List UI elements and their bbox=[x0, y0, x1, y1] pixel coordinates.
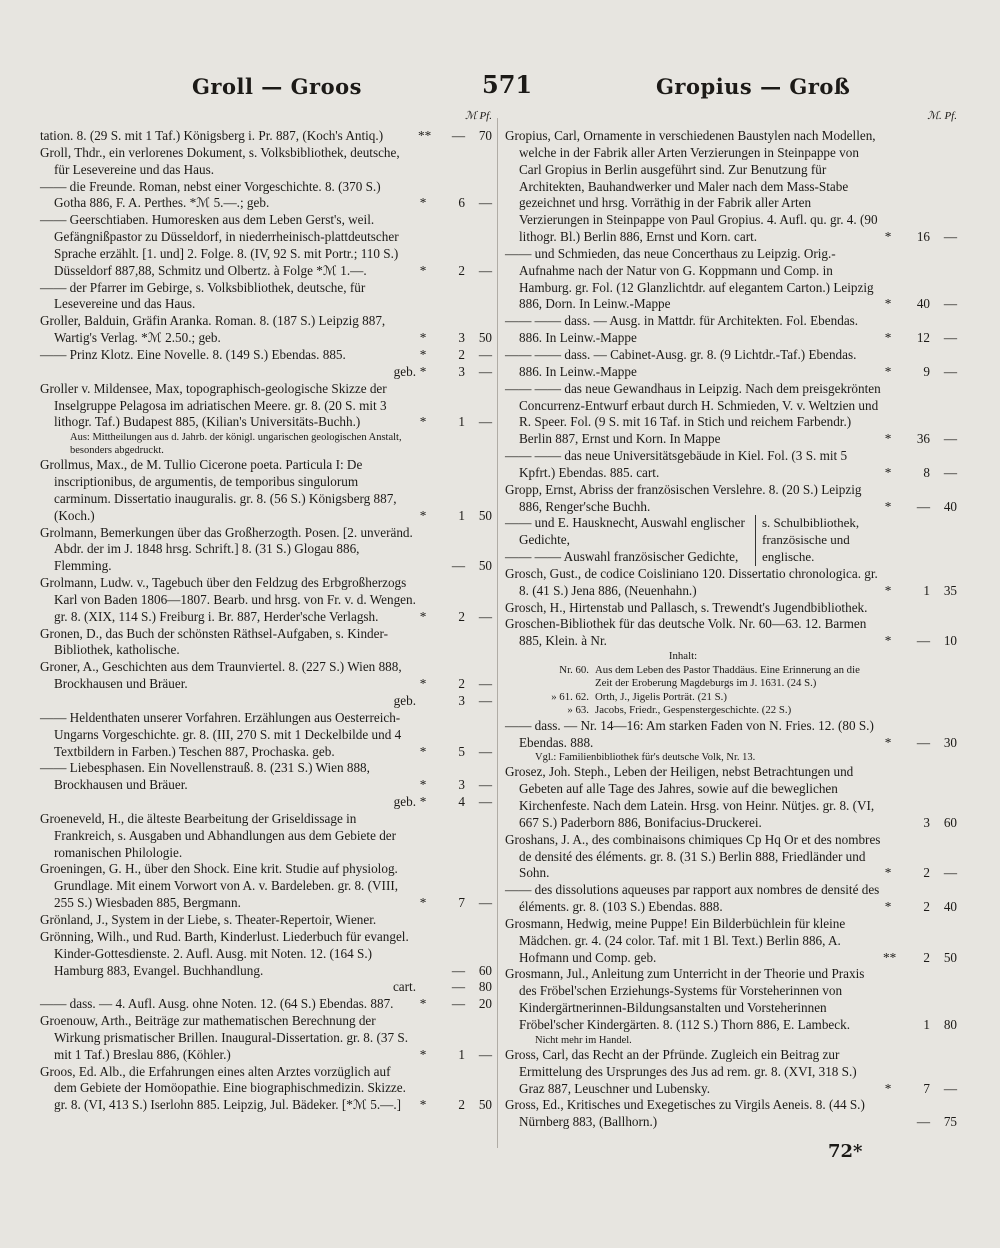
price-pfennig: — bbox=[943, 330, 957, 346]
catalog-entry bbox=[505, 832, 957, 883]
price-unit-label: ℳ. Pf. bbox=[927, 110, 957, 122]
contents-row bbox=[529, 691, 877, 705]
price-pfennig: 35 bbox=[943, 582, 957, 598]
left-column bbox=[40, 112, 492, 1114]
catalog-entry bbox=[40, 979, 492, 996]
page-number: 571 bbox=[482, 70, 533, 99]
price-unit-header bbox=[505, 112, 957, 128]
contents-text: Jacobs, Friedr., Gespenstergeschichte. (22 S.) bbox=[595, 704, 792, 717]
price-star: * bbox=[884, 1080, 892, 1096]
entry-note: Aus: Mittheilungen aus d. Jahrb. der königl. ungarischen geologischen Anstalt, besonders abgedruckt. bbox=[70, 432, 402, 457]
price-pfennig: 70 bbox=[478, 128, 492, 143]
right-column bbox=[505, 112, 957, 1131]
price-pfennig: 80 bbox=[943, 1017, 957, 1032]
entry-text: —— —— das neue Gewandhaus in Leipzig. Nach dem preisgekrönten Concurrenz-Entwurf erbaut durch H. Schmieden, V. v. Weltzien und R. Speer. Fol. (9 S. mit 16 Taf. in Stich und reichem Farbendr.) Berlin 887, Ernst und Korn. In Mappe bbox=[505, 380, 881, 447]
price-mark: 2 bbox=[923, 865, 930, 881]
catalog-entry bbox=[40, 280, 492, 314]
entry-text: geb. bbox=[393, 693, 416, 708]
entry-price bbox=[883, 296, 957, 313]
price-pfennig: — bbox=[943, 296, 957, 312]
price-pfennig: 50 bbox=[478, 1097, 492, 1113]
price-mark: 3 bbox=[458, 330, 465, 346]
contents-number: » 63. bbox=[567, 704, 589, 717]
price-mark: 2 bbox=[458, 676, 465, 692]
entry-price bbox=[883, 815, 957, 832]
price-mark: 2 bbox=[923, 949, 930, 965]
entry-text: —— dass. — Nr. 14—16: Am starken Faden von N. Fries. 12. (80 S.) Ebendas. 888. bbox=[505, 717, 874, 750]
entry-price bbox=[883, 499, 957, 516]
catalog-entry bbox=[40, 929, 492, 980]
price-pfennig: — bbox=[478, 608, 492, 624]
price-pfennig: — bbox=[478, 794, 492, 810]
catalog-entry bbox=[40, 710, 492, 761]
price-pfennig: — bbox=[943, 1080, 957, 1096]
catalog-entry bbox=[505, 448, 957, 482]
entry-price bbox=[883, 633, 957, 650]
catalog-entry bbox=[40, 364, 492, 381]
price-star: * bbox=[419, 507, 427, 523]
entry-text: Groschen-Bibliothek für das deutsche Volk. Nr. 60—63. 12. Barmen 885, Klein. à Nr. bbox=[505, 616, 867, 649]
price-star: * bbox=[884, 431, 892, 447]
price-pfennig: 30 bbox=[943, 734, 957, 750]
entry-price bbox=[418, 609, 492, 626]
price-mark: — bbox=[451, 558, 465, 574]
entry-price bbox=[883, 330, 957, 347]
price-star: * bbox=[884, 363, 892, 379]
entry-price bbox=[883, 899, 957, 916]
entry-price bbox=[418, 414, 492, 431]
entry-price bbox=[418, 744, 492, 761]
price-pfennig: 80 bbox=[478, 979, 492, 995]
price-star: * bbox=[419, 743, 427, 759]
price-mark: 1 bbox=[458, 414, 465, 430]
entry-text: —— —— dass. — Ausg. in Mattdr. für Architekten. Fol. Ebendas. 886. In Leinw.-Mappe bbox=[505, 313, 859, 346]
price-mark: 5 bbox=[458, 743, 465, 759]
entry-text: cart. bbox=[392, 979, 416, 995]
entry-text: Gross, Carl, das Recht an der Pfründe. Zugleich ein Beitrag zur Ermittelung des Ursprunges des Jus ad rem. gr. 8. (XVI, 318 S.) Graz 887, Leuschner und Lubensky. bbox=[505, 1046, 857, 1096]
price-pfennig: 40 bbox=[943, 899, 957, 915]
catalog-entry bbox=[40, 525, 492, 576]
price-mark: 3 bbox=[458, 363, 465, 379]
entry-price bbox=[418, 693, 492, 710]
catalog-entry bbox=[505, 347, 957, 381]
catalog-entry bbox=[505, 313, 957, 347]
price-mark: 3 bbox=[458, 693, 465, 708]
entry-text: —— —— dass. — Cabinet-Ausg. gr. 8. (9 Lichtdr.-Taf.) Ebendas. 886. In Leinw.-Mappe bbox=[505, 346, 857, 379]
entry-text: Groeningen, G. H., über den Shock. Eine krit. Studie auf physiolog. Grundlage. Mit einem Vorwort von A. v. Bardeleben. gr. 8. (VIII, 255 S.) Wiesbaden 885, Bergmann. bbox=[40, 861, 399, 911]
entry-price bbox=[418, 794, 492, 811]
price-star: * bbox=[884, 464, 892, 480]
entry-text: Groshans, J. A., des combinaisons chimiques Cp Hq Or et des nombres de densité des éléments. gr. 8. (31 S.) Berlin 888, Friedländer und Sohn. bbox=[505, 831, 881, 881]
price-mark: 36 bbox=[916, 431, 930, 447]
catalog-entry bbox=[505, 882, 957, 916]
contents-number: Nr. 60. bbox=[559, 663, 589, 676]
catalog-entry bbox=[505, 600, 957, 617]
catalog-entry bbox=[505, 1097, 957, 1131]
catalog-entry bbox=[40, 347, 492, 364]
contents-text: Aus dem Leben des Pastor Thaddäus. Eine Erinnerung an die Zeit der Eroberung Magdeburgs im J. 1631. (24 S.) bbox=[595, 663, 860, 690]
catalog-entry bbox=[40, 1064, 492, 1115]
price-mark: 40 bbox=[916, 296, 930, 312]
price-star: * bbox=[419, 1046, 427, 1062]
entry-text: —— dass. — 4. Aufl. Ausg. ohne Noten. 12. (64 S.) Ebendas. 887. bbox=[40, 996, 394, 1012]
price-pfennig: — bbox=[943, 363, 957, 379]
column-divider bbox=[497, 118, 498, 1148]
price-unit-header bbox=[40, 112, 492, 128]
catalog-entry bbox=[505, 246, 957, 313]
entry-price bbox=[883, 583, 957, 600]
price-pfennig: — bbox=[478, 895, 492, 911]
price-mark: 3 bbox=[458, 777, 465, 793]
price-mark: 12 bbox=[916, 330, 930, 346]
price-pfennig: 50 bbox=[478, 507, 492, 523]
price-star: * bbox=[419, 346, 427, 362]
entry-text: —— des dissolutions aqueuses par rapport aux nombres de densité des éléments. gr. 8. (103 S.) Ebendas. 888. bbox=[505, 882, 880, 915]
price-mark: 1 bbox=[458, 507, 465, 523]
catalog-entry bbox=[505, 718, 957, 752]
price-pfennig: — bbox=[478, 346, 492, 362]
price-pfennig: — bbox=[478, 1046, 492, 1062]
price-pfennig: — bbox=[478, 262, 492, 278]
price-mark: — bbox=[916, 1114, 930, 1130]
catalog-entry bbox=[40, 996, 492, 1013]
price-mark: 1 bbox=[923, 582, 930, 598]
entry-text: Groos, Ed. Alb., die Erfahrungen eines alten Arztes vorzüglich auf dem Gebiete der Homöopathie. Eine biographischmedizin. Skizze. gr. 8. (VI, 413 S.) Iserlohn 885. Leipzig, Jul. Bädeker. [*ℳ 5.—.] bbox=[40, 1063, 406, 1113]
price-pfennig: — bbox=[478, 363, 492, 379]
entry-text: Grollmus, Max., de M. Tullio Cicerone poeta. Particula I: De inscriptionibus, de argumentis, de temporibus singulorum carminum. Dissertatio inauguralis. gr. 8. (56 S.) Königsberg 887, (Koch.) bbox=[40, 457, 397, 523]
price-pfennig: — bbox=[943, 431, 957, 447]
running-head-right: Gropius — Groß bbox=[656, 74, 851, 99]
catalog-entry bbox=[505, 1047, 957, 1098]
price-star: ** bbox=[418, 128, 432, 143]
price-star: * bbox=[884, 865, 892, 881]
entry-text: tation. 8. (29 S. mit 1 Taf.) Königsberg i. Pr. 887, (Koch's Antiq.) bbox=[40, 128, 384, 143]
price-pfennig: — bbox=[943, 865, 957, 881]
catalog-entry bbox=[40, 659, 492, 693]
price-mark: — bbox=[451, 128, 465, 143]
catalog-entry bbox=[40, 128, 492, 145]
entry-text: Groller v. Mildensee, Max, topographisch-geologische Skizze der Inselgruppe Pelagosa im adriatischen Meere. gr. 8. (20 S. mit 3 lithogr. Taf.) Budapest 885, (Kilian's Universitäts-Buchh.) bbox=[40, 380, 387, 430]
left-entry-list bbox=[40, 128, 492, 1114]
price-star: * bbox=[419, 414, 427, 430]
catalog-entry bbox=[505, 764, 957, 831]
signature-mark: 72* bbox=[828, 1141, 863, 1162]
entry-text: Grönland, J., System in der Liebe, s. Theater-Repertoir, Wiener. bbox=[40, 911, 377, 927]
price-pfennig: — bbox=[478, 693, 492, 708]
entry-text: —— Heldenthaten unserer Vorfahren. Erzählungen aus Oesterreich-Ungarns Vorgeschichte. gr. 8. (III, 270 S. mit 1 Deckelbilde und 4 Textbildern in Farben.) Teschen 887, Prochaska. geb. bbox=[40, 709, 402, 759]
price-unit-label: ℳ Pf. bbox=[464, 110, 492, 122]
entry-text: Groller, Balduin, Gräfin Aranka. Roman. 8. (187 S.) Leipzig 887, Wartig's Verlag. *ℳ 2.50.; geb. bbox=[40, 313, 386, 346]
entry-text: Grosmann, Hedwig, meine Puppe! Ein Bilderbüchlein für kleine Mädchen. gr. 4. (24 color. Taf. mit 1 Bl. Text.) Berlin 886, A. Hofmann und Comp. geb. bbox=[505, 915, 846, 965]
price-pfennig: 50 bbox=[943, 949, 957, 965]
price-star: * bbox=[419, 777, 427, 793]
entry-text: —— Prinz Klotz. Eine Novelle. 8. (149 S.) Ebendas. 885. bbox=[40, 346, 346, 362]
running-head-left: Groll — Groos bbox=[192, 74, 362, 99]
price-pfennig: 40 bbox=[943, 498, 957, 514]
entry-price bbox=[418, 195, 492, 212]
entry-text: Groenouw, Arth., Beiträge zur mathematischen Berechnung der Wirkung prismatischer Brillen. Inaugural-Dissertation. gr. 8. (37 S. mit 1 Taf.) Breslau 886, (Köhler.) bbox=[40, 1013, 408, 1062]
entry-text: Gropp, Ernst, Abriss der französischen Verslehre. 8. (20 S.) Leipzig 886, Renger'sche Buchh. bbox=[505, 481, 862, 514]
entry-price bbox=[418, 963, 492, 980]
price-mark: 2 bbox=[458, 346, 465, 362]
price-mark: 7 bbox=[923, 1080, 930, 1096]
catalog-entry bbox=[40, 575, 492, 626]
catalog-entry bbox=[40, 794, 492, 811]
entry-price bbox=[418, 508, 492, 525]
hausknecht-entry bbox=[505, 515, 957, 566]
price-mark: 9 bbox=[923, 363, 930, 379]
price-star: * bbox=[419, 996, 427, 1012]
price-star: * bbox=[419, 676, 427, 692]
entry-text: Grolmann, Bemerkungen über das Großherzogth. Posen. [2. unveränd. Abdr. der im J. 1848 hrsg. Schrift.] 8. (31 S.) Glogau 886, Flemming. bbox=[40, 524, 413, 574]
entry-price bbox=[418, 777, 492, 794]
entry-price bbox=[883, 1017, 957, 1034]
price-star: * bbox=[884, 633, 892, 649]
entry-text: Grönning, Wilh., und Rud. Barth, Kinderlust. Liederbuch für evangel. Kinder-Gottesdienste. 2. Aufl. Ausg. mit Noten. 12. (164 S.) Hamburg 883, Evangel. Buchhandlung. bbox=[40, 928, 409, 978]
entry-price bbox=[418, 128, 492, 145]
entry-text: —— und Schmieden, das neue Concerthaus zu Leipzig. Orig.-Aufnahme nach der Natur von G. Koppmann und Comp. in Hamburg. gr. Fol. (12 Glanzlichtdr. auf elegantem Carton.) Leipzig 886, Dorn. In Leinw.-Mappe bbox=[505, 245, 874, 312]
entry-price bbox=[883, 1081, 957, 1098]
catalog-entry bbox=[40, 381, 492, 432]
price-star: * bbox=[419, 895, 427, 911]
price-star: * bbox=[419, 794, 427, 810]
entry-text: Groll, Thdr., ein verlorenes Dokument, s. Volksbibliothek, deutsche, für Lesevereine und das Haus. bbox=[40, 144, 400, 177]
entry-text: Grosmann, Jul., Anleitung zum Unterricht in der Theorie und Praxis des Fröbel'schen Erziehungs-Systems für Vorsteherinnen von Kindergärtnerinnen-Bildungsanstalten und Vorsteherinnen Fröbel'scher Kindergärten. 8. (112 S.) Thorn 886, E. Lambeck. bbox=[505, 966, 865, 1032]
entry-price bbox=[418, 895, 492, 912]
price-pfennig: 10 bbox=[943, 633, 957, 649]
price-star: * bbox=[419, 330, 427, 346]
price-pfennig: 20 bbox=[478, 996, 492, 1012]
entry-text: geb. bbox=[393, 363, 416, 379]
price-star: * bbox=[884, 498, 892, 514]
price-star: * bbox=[419, 262, 427, 278]
entry-price bbox=[883, 364, 957, 381]
price-pfennig: — bbox=[478, 414, 492, 430]
entry-price bbox=[418, 996, 492, 1013]
entry-price bbox=[418, 263, 492, 280]
contents-label: Inhalt: bbox=[668, 650, 698, 663]
price-pfennig: 60 bbox=[478, 962, 492, 978]
entry-price bbox=[418, 330, 492, 347]
entry-text: —— und E. Hausknecht, Auswahl englischer Gedichte, bbox=[505, 515, 745, 548]
entry-text: —— der Pfarrer im Gebirge, s. Volksbibliothek, deutsche, für Lesevereine und das Haus. bbox=[40, 279, 366, 312]
entry-text: Grosch, H., Hirtenstab und Pallasch, s. Trewendt's Jugendbibliothek. bbox=[505, 599, 868, 615]
entry-price bbox=[418, 347, 492, 364]
price-mark: 1 bbox=[923, 1017, 930, 1032]
price-pfennig: — bbox=[943, 229, 957, 245]
price-star: * bbox=[884, 330, 892, 346]
contents-text: Orth, J., Jigelis Porträt. (21 S.) bbox=[595, 690, 727, 703]
catalog-entry bbox=[505, 566, 957, 600]
entry-text: geb. bbox=[393, 794, 416, 810]
price-mark: 8 bbox=[923, 464, 930, 480]
price-star: * bbox=[419, 1097, 427, 1113]
price-mark: 2 bbox=[458, 262, 465, 278]
price-mark: — bbox=[451, 996, 465, 1012]
catalog-entry bbox=[505, 482, 957, 516]
price-mark: 1 bbox=[458, 1046, 465, 1062]
entry-text: Grolmann, Ludw. v., Tagebuch über den Feldzug des Erbgroßherzogs Karl von Baden 1806—1807. Bearb. und hrsg. von Fr. v. d. Wengen. gr. 8. (XIX, 114 S.) Freiburg i. Br. 887, Herder'sche Verlagsh. bbox=[40, 575, 416, 624]
catalog-entry bbox=[505, 128, 957, 246]
entry-price bbox=[883, 465, 957, 482]
entry-text: Gropius, Carl, Ornamente in verschiedenen Baustylen nach Modellen, welche in der Fabrik aller Arten Verzierungen in Steinpappe von Carl Gropius in Berlin ausgeführt sind. Zur Benutzung für Architekten, Bauhandwerker und Maler nach dem Mass-Stabe gezeichnet und hrsg. Vorräthig in der Fabrik aller Arten Verzierungen in Steinpappe von Paul Gropius. 4. Aufl. qu. gr. 4. (90 lithogr. Bl.) Berlin 886, Ernst und Korn. cart. bbox=[505, 128, 878, 245]
price-mark: 6 bbox=[458, 195, 465, 211]
entry-text: Gross, Ed., Kritisches und Exegetisches zu Virgils Aeneis. 8. (44 S.) Nürnberg 883, (Ballhorn.) bbox=[505, 1097, 865, 1130]
catalog-entry bbox=[40, 313, 492, 347]
catalog-entry bbox=[40, 179, 492, 213]
price-mark: 2 bbox=[923, 899, 930, 915]
contents-row bbox=[529, 664, 877, 691]
catalog-entry bbox=[505, 381, 957, 448]
entry-text: Gronen, D., das Buch der schönsten Räthsel-Aufgaben, s. Kinder-Bibliothek, katholische. bbox=[40, 625, 389, 658]
entry-text: —— —— das neue Universitätsgebäude in Kiel. Fol. (3 S. mit 5 Kpfrt.) Ebendas. 885. cart. bbox=[505, 448, 848, 480]
catalog-entry bbox=[505, 966, 957, 1033]
entry-price bbox=[418, 558, 492, 575]
price-mark: 16 bbox=[916, 229, 930, 245]
entry-price bbox=[418, 1047, 492, 1064]
price-star: * bbox=[884, 229, 892, 245]
entry-text: Groner, A., Geschichten aus dem Traunviertel. 8. (227 S.) Wien 888, Brockhausen und Bräuer. bbox=[40, 659, 402, 692]
catalog-entry bbox=[40, 861, 492, 912]
price-star: ** bbox=[883, 949, 897, 965]
contents-row bbox=[529, 704, 877, 718]
entry-text: Grosch, Gust., de codice Coisliniano 120. Dissertatio chronologica. gr. 8. (41 S.) Jena 886, (Neuenhahn.) bbox=[505, 565, 878, 598]
brace-reference: s. Schulbibliothek, französische und englische. bbox=[755, 515, 892, 565]
catalog-entry bbox=[40, 693, 492, 710]
entry-price bbox=[418, 1097, 492, 1114]
price-pfennig: — bbox=[478, 777, 492, 793]
catalog-entry bbox=[505, 916, 957, 967]
entry-text: —— Geerschtiaben. Humoresken aus dem Leben Gerst's, weil. Gefängnißpastor zu Düsseldorf, in niederrheinisch-plattdeutscher Sprache erzählt. [1. und] 2. Folge. 8. (IV, 92 S. mit Portr.; 110 S.) Düsseldorf 887,88, Schmitz und Olbertz. à Folge *ℳ 1.—. bbox=[40, 212, 399, 278]
price-star: * bbox=[419, 363, 427, 379]
right-entry-list bbox=[505, 128, 957, 1131]
entry-note: Nicht mehr im Handel. bbox=[535, 1034, 632, 1046]
catalog-entry bbox=[40, 145, 492, 179]
price-star: * bbox=[884, 582, 892, 598]
price-star: * bbox=[884, 734, 892, 750]
price-star: * bbox=[419, 608, 427, 624]
page-header bbox=[60, 68, 960, 108]
entry-note: Vgl.: Familienbibliothek für's deutsche Volk, Nr. 13. bbox=[535, 752, 756, 764]
price-pfennig: — bbox=[478, 676, 492, 692]
price-mark: 2 bbox=[458, 608, 465, 624]
price-pfennig: — bbox=[478, 743, 492, 759]
catalog-entry bbox=[40, 626, 492, 660]
entry-price bbox=[883, 431, 957, 448]
price-pfennig: 50 bbox=[478, 558, 492, 574]
entry-text: —— die Freunde. Roman, nebst einer Vorgeschichte. 8. (370 S.) Gotha 886, F. A. Perthes. *ℳ 5.—.; geb. bbox=[40, 178, 381, 211]
catalog-entry bbox=[40, 457, 492, 524]
price-star: * bbox=[884, 296, 892, 312]
entry-text: Groeneveld, H., die älteste Bearbeitung der Griseldissage in Frankreich, s. Ausgaben und Abhandlungen aus dem Gebiete der romanischen Philologie. bbox=[40, 810, 397, 860]
price-mark: — bbox=[916, 498, 930, 514]
catalog-entry bbox=[40, 811, 492, 862]
price-mark: — bbox=[451, 979, 465, 995]
catalog-entry bbox=[40, 212, 492, 279]
price-mark: — bbox=[916, 734, 930, 750]
price-mark: — bbox=[451, 962, 465, 978]
entry-price bbox=[883, 865, 957, 882]
entry-price bbox=[418, 979, 492, 996]
price-pfennig: — bbox=[943, 464, 957, 480]
contents-number: » 61. 62. bbox=[551, 690, 589, 703]
catalog-entry bbox=[40, 1013, 492, 1064]
price-pfennig: 60 bbox=[943, 814, 957, 830]
catalog-entry bbox=[40, 912, 492, 929]
entry-text: —— —— Auswahl französischer Gedichte, bbox=[505, 549, 739, 565]
entry-price bbox=[883, 1114, 957, 1131]
entry-text: Grosez, Joh. Steph., Leben der Heiligen, nebst Betrachtungen und Gebeten auf alle Tage des Jahres, sowie auf die beweglichen Kirchenfeste. Nach dem Latein. Hrsg. von Heinr. Nütjes. gr. 8. (VI, 667 S.) Paderborn 886, Bonifacius-Druckerei. bbox=[505, 764, 875, 830]
price-mark: — bbox=[916, 633, 930, 649]
price-pfennig: — bbox=[478, 195, 492, 211]
catalog-entry bbox=[40, 760, 492, 794]
entry-price bbox=[418, 676, 492, 693]
entry-price bbox=[883, 229, 957, 246]
price-star: * bbox=[884, 899, 892, 915]
entry-text: —— Liebesphasen. Ein Novellenstrauß. 8. (231 S.) Wien 888, Brockhausen und Bräuer. bbox=[40, 760, 370, 793]
entry-price bbox=[883, 735, 957, 752]
price-mark: 3 bbox=[923, 814, 930, 830]
price-mark: 4 bbox=[458, 794, 465, 810]
entry-price bbox=[883, 950, 957, 967]
price-mark: 7 bbox=[458, 895, 465, 911]
catalog-entry bbox=[505, 616, 957, 650]
price-pfennig: 50 bbox=[478, 330, 492, 346]
contents-list bbox=[505, 650, 957, 718]
price-pfennig: 75 bbox=[943, 1114, 957, 1130]
price-mark: 2 bbox=[458, 1097, 465, 1113]
price-star: * bbox=[419, 195, 427, 211]
entry-price bbox=[418, 364, 492, 381]
